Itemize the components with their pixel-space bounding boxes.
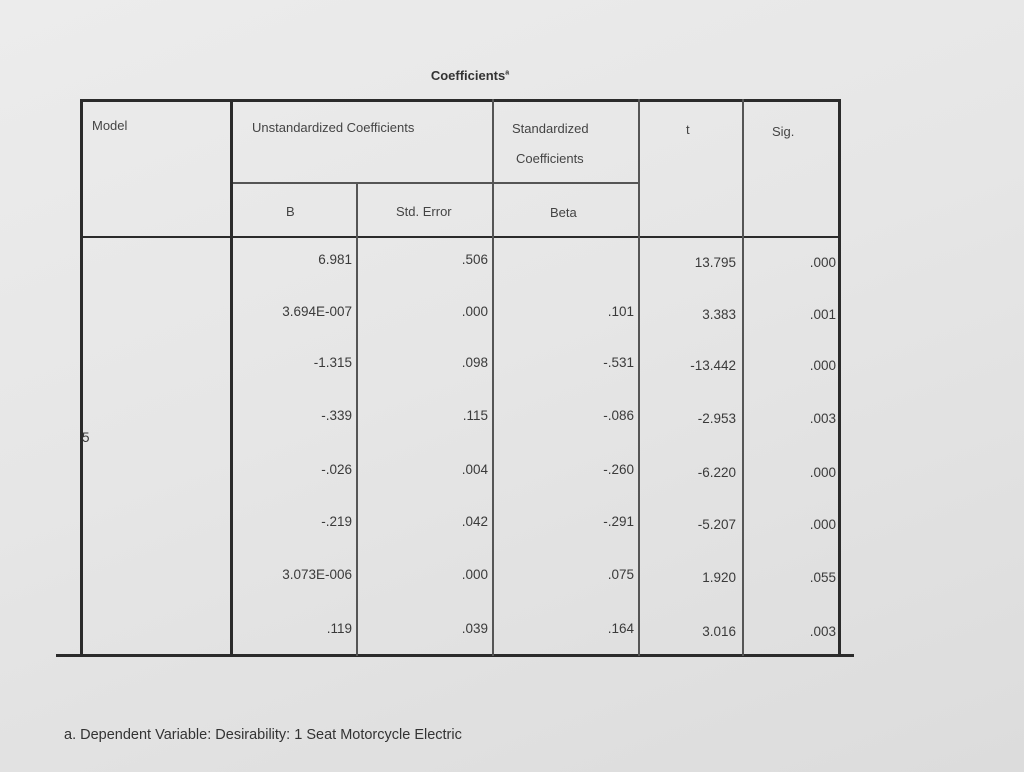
cell-sig: .000 — [809, 255, 836, 270]
table-border-bottom — [56, 654, 854, 657]
cell-beta: .101 — [607, 304, 634, 319]
col-line-stderr — [492, 99, 494, 656]
col-line-t — [742, 99, 744, 656]
cell-sig: .000 — [809, 358, 836, 373]
table-border-top — [80, 99, 840, 102]
cell-b: 3.073E-006 — [282, 567, 352, 582]
cell-t: -2.953 — [697, 411, 736, 426]
cell-std-error: .042 — [461, 514, 488, 529]
cell-t: 3.383 — [702, 307, 736, 322]
cell-std-error: .004 — [461, 462, 488, 477]
cell-t: 1.920 — [702, 570, 736, 585]
cell-beta: -.291 — [603, 514, 634, 529]
cell-std-error: .000 — [461, 304, 488, 319]
cell-beta: -.086 — [603, 408, 634, 423]
table-title-footnote-marker: a — [505, 69, 510, 77]
cell-beta: .075 — [607, 567, 634, 582]
header-t: t — [686, 122, 690, 137]
header-subdivider — [232, 182, 638, 184]
cell-beta: .164 — [607, 621, 634, 636]
cell-t: -6.220 — [697, 465, 736, 480]
header-standardized-line2: Coefficients — [516, 151, 584, 166]
header-unstandardized: Unstandardized Coefficients — [252, 120, 415, 135]
table-title-text: Coefficients — [430, 68, 506, 83]
cell-sig: .003 — [809, 411, 836, 426]
header-model: Model — [92, 118, 128, 133]
cell-sig: .000 — [809, 517, 836, 532]
header-b: B — [286, 204, 295, 219]
header-sig: Sig. — [772, 124, 795, 139]
header-divider — [80, 236, 840, 238]
cell-b: 3.694E-007 — [282, 304, 352, 319]
cell-b: -.339 — [321, 408, 352, 423]
cell-std-error: .506 — [461, 252, 488, 267]
cell-b: -1.315 — [313, 355, 352, 370]
cell-std-error: .115 — [462, 408, 488, 423]
cell-std-error: .039 — [461, 621, 488, 636]
cell-std-error: .000 — [461, 567, 488, 582]
cell-t: -13.442 — [690, 358, 736, 373]
header-standardized-line1: Standardized — [512, 121, 589, 136]
table-border-left — [80, 99, 83, 655]
cell-sig: .000 — [809, 465, 836, 480]
col-line-b — [356, 182, 358, 656]
cell-t: 3.016 — [702, 624, 736, 639]
cell-beta: -.260 — [603, 462, 634, 477]
cell-b: 6.981 — [318, 252, 352, 267]
cell-std-error: .098 — [461, 355, 488, 370]
model-number: 5 — [82, 430, 90, 445]
col-line-beta — [638, 99, 640, 656]
header-beta: Beta — [550, 205, 577, 220]
cell-sig: .003 — [809, 624, 836, 639]
cell-t: -5.207 — [697, 517, 736, 532]
cell-b: .119 — [326, 621, 352, 636]
cell-t: 13.795 — [694, 255, 736, 270]
cell-beta: -.531 — [603, 355, 634, 370]
table-border-right — [838, 99, 841, 655]
footnote: a. Dependent Variable: Desirability: 1 Seat Motorcycle Electric — [64, 727, 462, 743]
cell-sig: .001 — [809, 307, 836, 322]
cell-sig: .055 — [809, 570, 836, 585]
col-line-model — [230, 99, 233, 656]
cell-b: -.026 — [321, 462, 352, 477]
cell-b: -.219 — [321, 514, 352, 529]
header-std-error: Std. Error — [396, 204, 452, 219]
